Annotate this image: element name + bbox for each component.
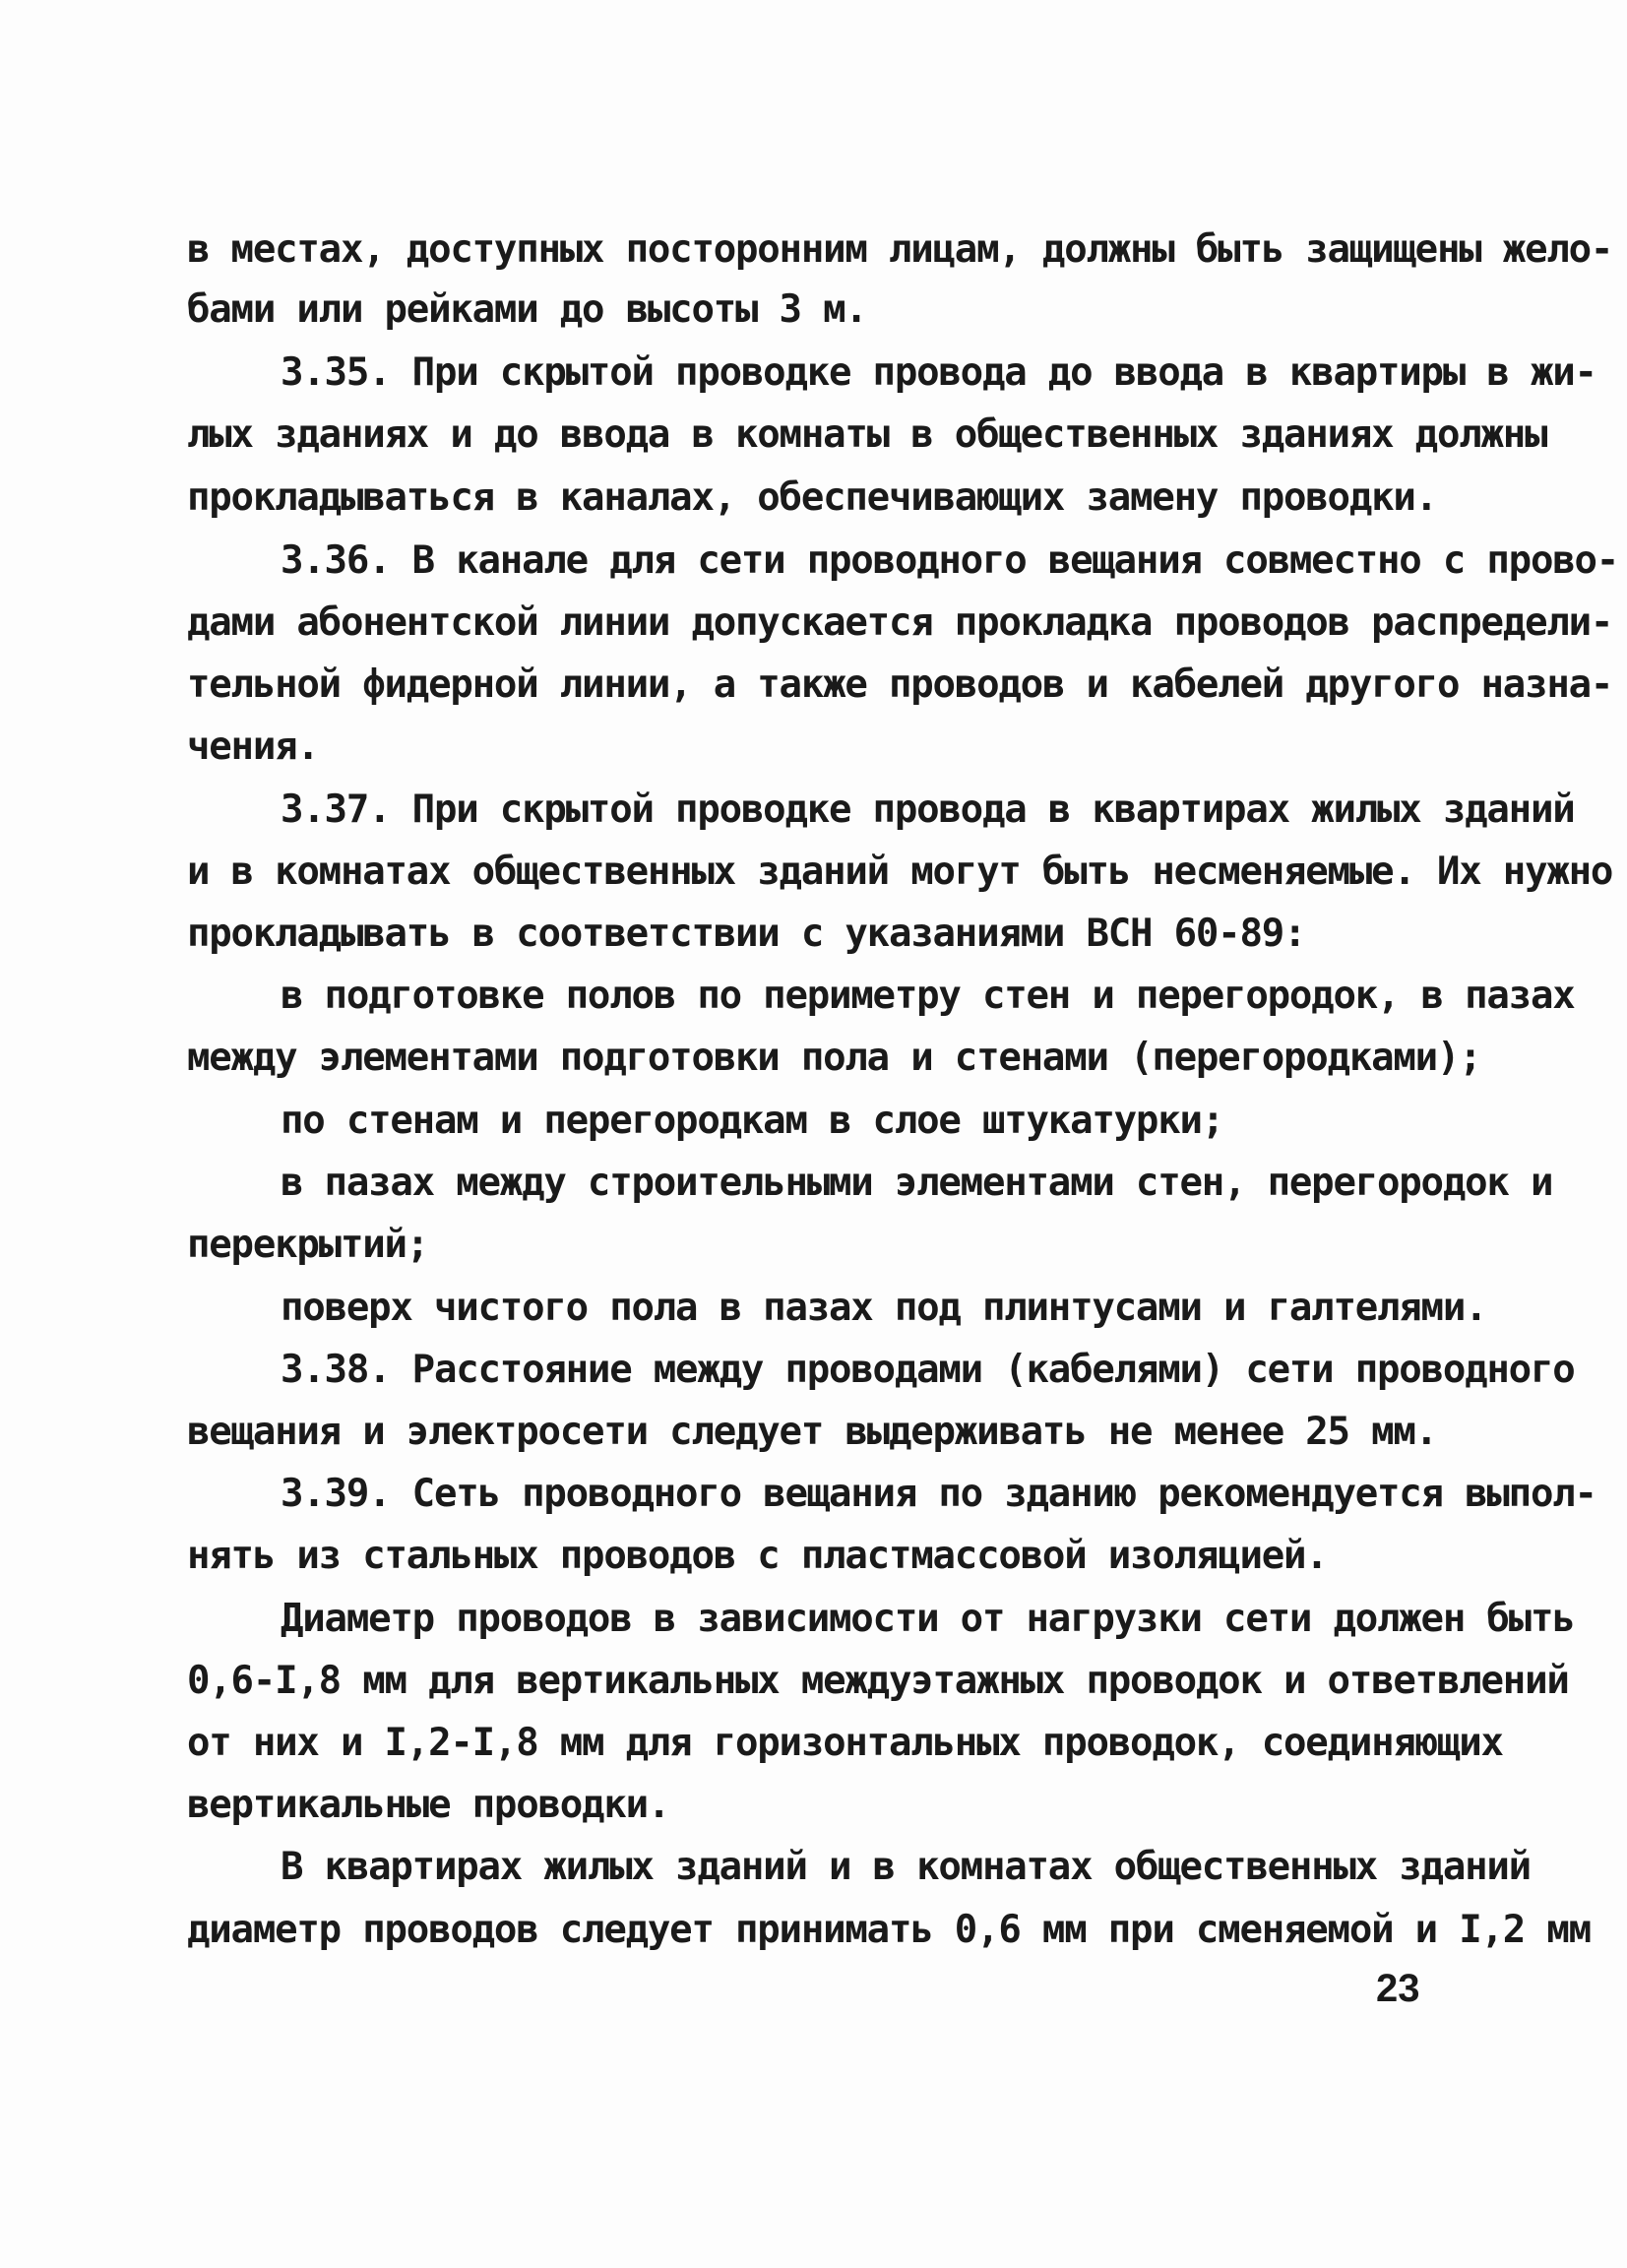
text-line: в подготовке полов по периметру стен и перегородок, в пазах xyxy=(281,974,1575,1018)
text-line: перекрытий; xyxy=(187,1223,429,1267)
page-number: 23 xyxy=(1376,1967,1420,2010)
text-line: по стенам и перегородкам в слое штукатурки; xyxy=(281,1099,1224,1143)
text-line: 3.36. В канале для сети проводного вещания совместно с прово- xyxy=(281,538,1619,583)
text-line: между элементами подготовки пола и стенами (перегородками); xyxy=(187,1036,1481,1080)
text-line: лых зданиях и до ввода в комнаты в общественных зданиях должны xyxy=(187,412,1547,457)
text-line: чения. xyxy=(187,724,319,769)
text-line: тельной фидерной линии, а также проводов и кабелей другого назна- xyxy=(187,662,1613,707)
text-line: 3.37. При скрытой проводке провода в квартирах жилых зданий xyxy=(281,788,1575,832)
text-line: вертикальные проводки. xyxy=(187,1783,670,1827)
text-line: поверх чистого пола в пазах под плинтусами и галтелями. xyxy=(281,1286,1487,1330)
text-line: вещания и электросети следует выдерживать не менее 25 мм. xyxy=(187,1410,1437,1454)
text-line: в пазах между строительными элементами стен, перегородок и xyxy=(281,1161,1553,1205)
text-line: прокладывать в соответствии с указаниями ВСН 60-89: xyxy=(187,912,1306,956)
text-line: прокладываться в каналах, обеспечивающих замену проводки. xyxy=(187,475,1437,520)
text-line: нять из стальных проводов с пластмассовой изоляцией. xyxy=(187,1534,1328,1578)
text-line: 3.35. При скрытой проводке провода до ввода в квартиры в жи- xyxy=(281,350,1596,395)
text-line: от них и I,2-I,8 мм для горизонтальных проводок, соединяющих xyxy=(187,1721,1503,1765)
text-line: дами абонентской линии допускается прокладка проводов распредели- xyxy=(187,600,1613,645)
text-line: 3.39. Сеть проводного вещания по зданию рекомендуется выпол- xyxy=(281,1472,1596,1516)
text-line: и в комнатах общественных зданий могут быть несменяемые. Их нужно xyxy=(187,850,1613,894)
text-line: 0,6-I,8 мм для вертикальных междуэтажных проводок и ответвлений xyxy=(187,1659,1569,1703)
text-line: диаметр проводов следует принимать 0,6 мм при сменяемой и I,2 мм xyxy=(187,1908,1591,1952)
text-line: В квартирах жилых зданий и в комнатах общественных зданий xyxy=(281,1845,1531,1889)
text-line: в местах, доступных посторонним лицам, должны быть защищены жело- xyxy=(187,227,1613,272)
text-line: Диаметр проводов в зависимости от нагрузки сети должен быть xyxy=(281,1597,1575,1641)
text-line: бами или рейками до высоты 3 м. xyxy=(187,287,867,332)
text-line: 3.38. Расстояние между проводами (кабелями) сети проводного xyxy=(281,1348,1575,1392)
